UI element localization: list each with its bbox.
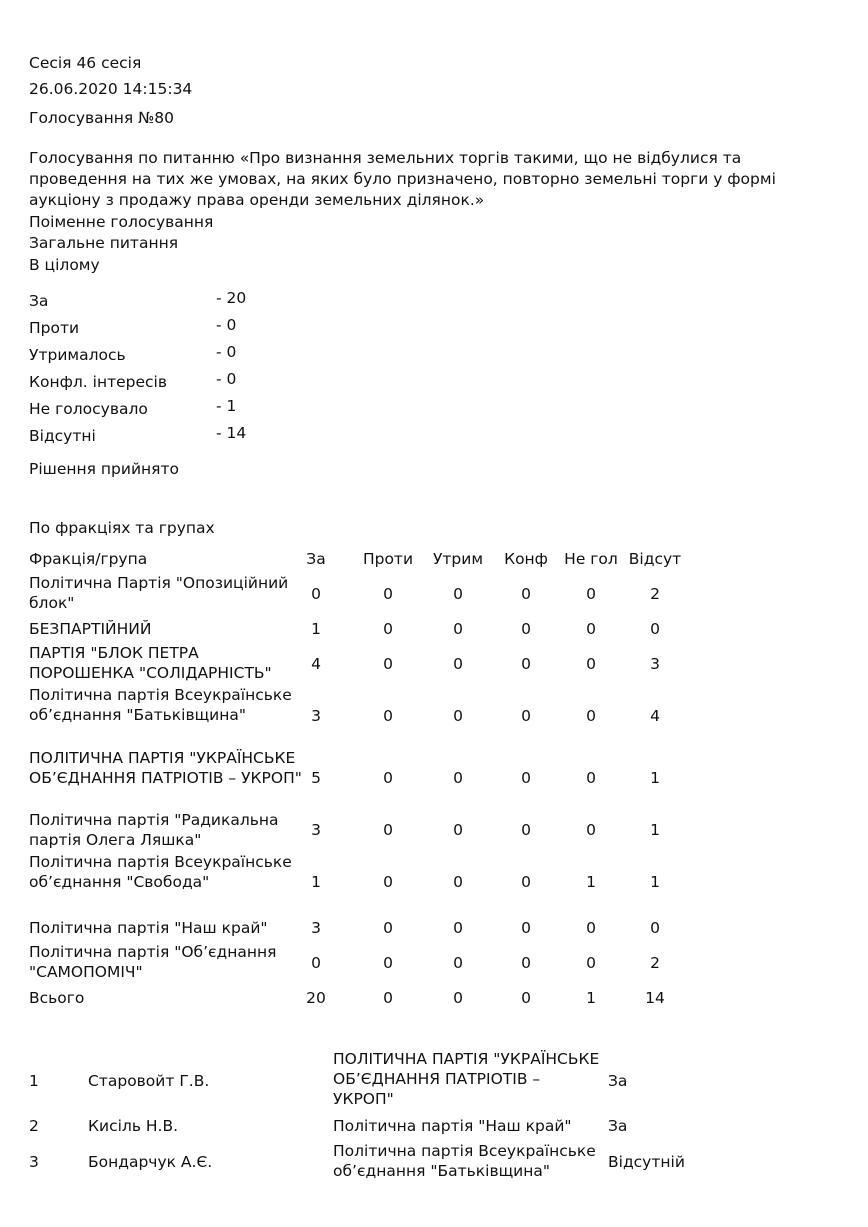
faction-value: 0 (311, 954, 321, 972)
session-label: Сесія 46 сесія (29, 54, 142, 72)
tally-label: Конфл. інтересів (29, 373, 167, 391)
faction-total-value: 14 (645, 989, 665, 1007)
deputy-result: За (608, 1117, 628, 1135)
faction-value: 3 (650, 655, 660, 673)
faction-value: 0 (521, 585, 531, 603)
faction-value: 0 (586, 919, 596, 937)
faction-value: 0 (521, 954, 531, 972)
faction-value: 0 (453, 620, 463, 638)
deputy-name: Кисіль Н.В. (88, 1117, 179, 1135)
faction-value: 0 (453, 873, 463, 891)
faction-value: 1 (311, 873, 321, 891)
faction-value: 4 (311, 655, 321, 673)
faction-value: 2 (650, 954, 660, 972)
faction-name: БЕЗПАРТІЙНИЙ (29, 620, 152, 638)
faction-total-value: 20 (306, 989, 326, 1007)
faction-value: 0 (586, 620, 596, 638)
tally-value: - 20 (216, 289, 247, 307)
faction-total-label: Всього (29, 989, 85, 1007)
faction-value: 2 (650, 585, 660, 603)
faction-value: 0 (586, 655, 596, 673)
faction-value: 0 (311, 585, 321, 603)
tally-value: - 0 (216, 343, 237, 361)
factions-header: Відсут (628, 550, 682, 568)
factions-title: По фракціях та групах (29, 519, 215, 537)
faction-value: 0 (453, 655, 463, 673)
tally-label: Утрималось (29, 346, 126, 364)
deputy-name: Старовойт Г.В. (88, 1072, 210, 1090)
tally-label: За (29, 292, 49, 310)
faction-value: 1 (586, 873, 596, 891)
faction-value: 0 (383, 821, 393, 839)
factions-header: Утрим (432, 550, 484, 568)
question-type: Загальне питання (29, 234, 179, 252)
faction-value: 3 (311, 707, 321, 725)
faction-value: 0 (586, 707, 596, 725)
faction-value: 0 (383, 873, 393, 891)
faction-value: 0 (586, 585, 596, 603)
faction-value: 0 (586, 769, 596, 787)
faction-value: 1 (650, 873, 660, 891)
tally-value: - 1 (216, 397, 237, 415)
factions-header: Не гол (564, 550, 618, 568)
factions-header: Конф (504, 550, 548, 568)
deputy-party: Політична партія "Наш край" (333, 1117, 572, 1135)
faction-value: 0 (521, 919, 531, 937)
faction-name: Політична партія "Радикальна партія Олега Ляшка" (29, 811, 279, 849)
decision-text: Рішення прийнято (29, 460, 179, 478)
faction-value: 0 (383, 954, 393, 972)
question-text: Голосування по питанню «Про визнання земельних торгів такими, що не відбулися та проведення на тих же умовах, на яких було призначено, повторно земельні торги у формі аукціону з продажу права оренди земельних ділянок.» (29, 149, 776, 209)
factions-header: Проти (362, 550, 414, 568)
faction-value: 3 (311, 919, 321, 937)
faction-value: 0 (453, 769, 463, 787)
vote-datetime: 26.06.2020 14:15:34 (29, 80, 193, 98)
tally-label: Проти (29, 319, 80, 337)
vote-type: Поіменне голосування (29, 213, 214, 231)
faction-value: 0 (453, 707, 463, 725)
factions-header-name: Фракція/група (29, 550, 148, 568)
tally-value: - 0 (216, 316, 237, 334)
faction-total-value: 0 (453, 989, 463, 1007)
faction-value: 0 (521, 707, 531, 725)
faction-value: 0 (453, 954, 463, 972)
faction-value: 0 (521, 769, 531, 787)
faction-value: 0 (650, 620, 660, 638)
faction-value: 0 (383, 655, 393, 673)
faction-value: 0 (383, 585, 393, 603)
faction-name: Політична партія Всеукраїнське об’єднання "Батьківщина" (29, 686, 292, 724)
tally-label: Не голосувало (29, 400, 148, 418)
faction-value: 0 (383, 919, 393, 937)
faction-value: 0 (383, 707, 393, 725)
faction-name: Політична партія "Об’єднання "САМОПОМІЧ" (29, 943, 277, 981)
faction-value: 0 (586, 821, 596, 839)
faction-value: 0 (521, 620, 531, 638)
vote-number: Голосування №80 (29, 109, 175, 127)
factions-header: За (306, 550, 326, 568)
tally-value: - 14 (216, 424, 247, 442)
deputy-party: Політична партія Всеукраїнське об’єднання "Батьківщина" (333, 1142, 596, 1180)
deputy-name: Бондарчук А.Є. (88, 1153, 213, 1171)
faction-name: ПАРТІЯ "БЛОК ПЕТРА ПОРОШЕНКА "СОЛІДАРНІСТЬ" (29, 644, 272, 682)
faction-total-value: 0 (383, 989, 393, 1007)
faction-value: 0 (650, 919, 660, 937)
tally-value: - 0 (216, 370, 237, 388)
faction-value: 5 (311, 769, 321, 787)
faction-total-value: 1 (586, 989, 596, 1007)
faction-name: ПОЛІТИЧНА ПАРТІЯ "УКРАЇНСЬКЕ ОБ’ЄДНАННЯ ПАТРІОТІВ – УКРОП" (29, 749, 302, 787)
faction-name: Політична Партія "Опозиційний блок" (29, 574, 289, 612)
tally-label: Відсутні (29, 427, 96, 445)
faction-value: 0 (453, 919, 463, 937)
faction-value: 1 (650, 821, 660, 839)
faction-value: 0 (521, 821, 531, 839)
faction-value: 0 (521, 873, 531, 891)
vote-scope: В цілому (29, 256, 100, 274)
deputy-result: За (608, 1072, 628, 1090)
faction-total-value: 0 (521, 989, 531, 1007)
faction-value: 0 (586, 954, 596, 972)
faction-value: 0 (521, 655, 531, 673)
deputy-result: Відсутній (608, 1153, 685, 1171)
faction-name: Політична партія Всеукраїнське об’єднання "Свобода" (29, 853, 292, 891)
faction-value: 0 (453, 821, 463, 839)
faction-value: 3 (311, 821, 321, 839)
faction-value: 4 (650, 707, 660, 725)
faction-value: 0 (383, 620, 393, 638)
deputy-number: 1 (29, 1072, 39, 1090)
deputy-number: 3 (29, 1153, 39, 1171)
faction-value: 1 (311, 620, 321, 638)
faction-value: 0 (453, 585, 463, 603)
deputy-number: 2 (29, 1117, 39, 1135)
faction-value: 0 (383, 769, 393, 787)
faction-name: Політична партія "Наш край" (29, 919, 268, 937)
deputy-party: ПОЛІТИЧНА ПАРТІЯ "УКРАЇНСЬКЕ ОБ’ЄДНАННЯ ПАТРІОТІВ – УКРОП" (333, 1050, 600, 1108)
faction-value: 1 (650, 769, 660, 787)
